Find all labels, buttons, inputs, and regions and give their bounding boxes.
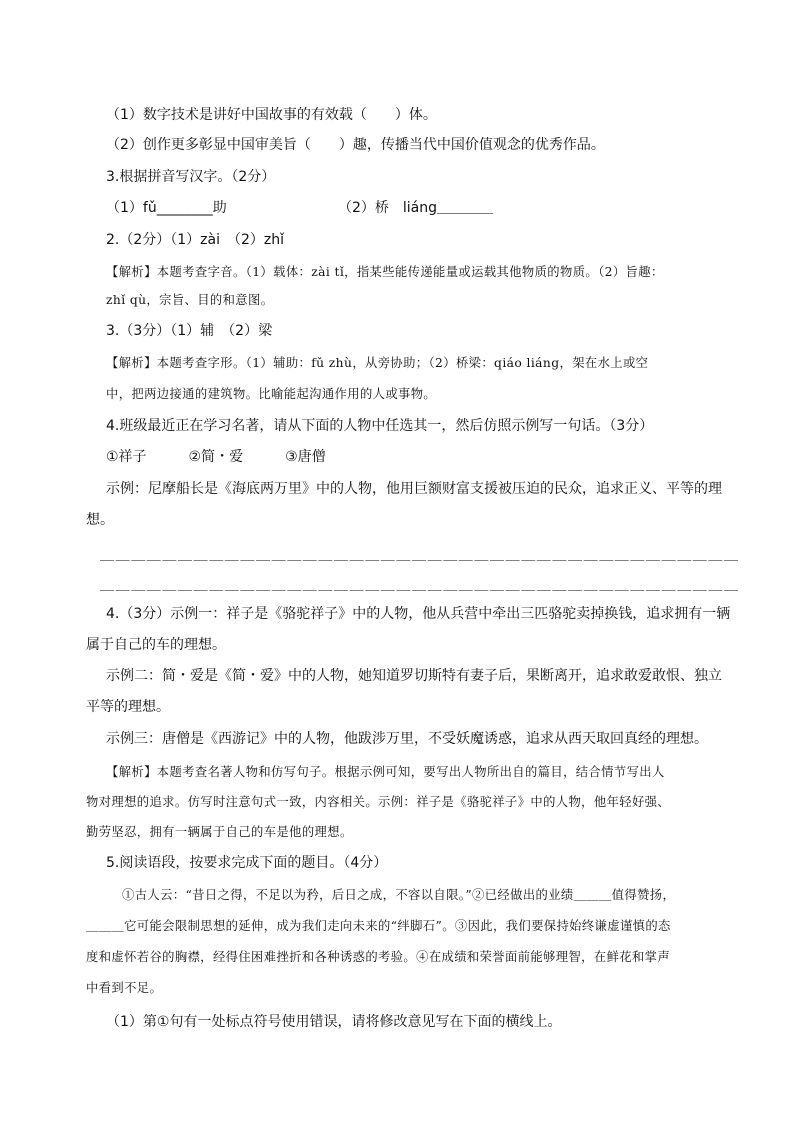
answer-3: 3.（3分）（1）辅 （2）梁 bbox=[106, 323, 273, 339]
question-3-heading: 3.根据拼音写汉字。（2分） bbox=[106, 169, 276, 185]
question-2-item-2: （2）创作更多彰显中国审美旨（ ）趣，传播当代中国价值观念的优秀作品。 bbox=[106, 137, 605, 153]
question-5-item-1: （1）第①句有一处标点符号使用错误，请将修改意见写在下面的横线上。 bbox=[106, 1014, 562, 1030]
answer-4-example-2-line-1: 示例二：简・爱是《简・爱》中的人物，她知道罗切斯特有妻子后，果断离开，追求敢爱敢恨、独立 bbox=[106, 668, 722, 684]
question-4-example-line-1: 示例：尼摩船长是《海底两万里》中的人物，他用巨额财富支援被压迫的民众，追求正义、平等的理 bbox=[106, 481, 722, 497]
answer-4-example-1-line-1: 4.（3分）示例一：祥子是《骆驼祥子》中的人物，他从兵营中牵出三匹骆驼卖掉换钱，追求拥有一辆 bbox=[106, 606, 731, 622]
analysis-2-line-2: zhǐ qù，宗旨、目的和意图。 bbox=[106, 293, 274, 307]
analysis-4-line-1: 【解析】本题考查名著人物和仿写句子。根据示例可知，要写出人物所出自的篇目，结合情节写出人 bbox=[106, 765, 665, 779]
question-4-heading: 4.班级最近正在学习名著，请从下面的人物中任选其一，然后仿照示例写一句话。（3分） bbox=[106, 418, 654, 434]
question-2-item-1: （1）数字技术是讲好中国故事的有效载（ ）体。 bbox=[106, 107, 437, 123]
answer-4-example-2-line-2: 平等的理想。 bbox=[86, 699, 170, 715]
analysis-4-line-2: 物对理想的追求。仿写时注意句式一致，内容相关。示例：祥子是《骆驼祥子》中的人物，他年轻好强、 bbox=[86, 795, 671, 809]
question-3-item-1: （1）fǔ________助 bbox=[106, 200, 227, 216]
analysis-4-line-3: 勤劳坚忍，拥有一辆属于自己的车是他的理想。 bbox=[86, 825, 353, 839]
passage-line-3: 度和虚怀若谷的胸襟，经得住困难挫折和各种诱惑的考验。④在成绩和荣誉面前能够理智，在鲜花和掌声 bbox=[86, 950, 671, 964]
answer-2: 2.（2分）（1）zài （2）zhǐ bbox=[106, 232, 285, 248]
question-5-heading: 5.阅读语段，按要求完成下面的题目。（4分） bbox=[106, 855, 388, 871]
analysis-3-line-2: 中，把两边接通的建筑物。比喻能起沟通作用的人或事物。 bbox=[106, 387, 437, 401]
question-4-options: ①祥子 ②简・爱 ③唐僧 bbox=[106, 449, 326, 465]
analysis-3-line-1: 【解析】本题考查字形。（1）辅助：fǔ zhù，从旁协助；（2）桥梁：qiáo liáng，架在水上或空 bbox=[106, 356, 649, 370]
question-3-item-2: （2）桥 liáng＿＿＿＿ bbox=[338, 200, 494, 216]
analysis-2-line-1: 【解析】本题考查字音。（1）载体：zài tǐ，指某些能传递能量或运载其他物质的物质。（2）旨趣： bbox=[106, 265, 664, 279]
answer-4-example-3: 示例三：唐僧是《西游记》中的人物，他跋涉万里，不受妖魔诱惑，追求从西天取回真经的理想。 bbox=[106, 731, 708, 747]
question-4-example-line-2: 想。 bbox=[86, 512, 114, 528]
passage-line-4: 中看到不足。 bbox=[86, 981, 163, 995]
answer-4-example-1-line-2: 属于自己的车的理想。 bbox=[86, 637, 226, 653]
answer-blank-line-2[interactable]: ＿＿＿＿＿＿＿＿＿＿＿＿＿＿＿＿＿＿＿＿＿＿＿＿＿＿＿＿＿＿＿＿＿＿＿＿＿＿＿＿＿ bbox=[100, 577, 740, 593]
passage-line-2: ＿＿＿它可能会限制思想的延伸，成为我们走向未来的“绊脚石”。③因此，我们要保持始终谦虚谨慎的态 bbox=[86, 919, 671, 933]
answer-blank-line-1[interactable]: ＿＿＿＿＿＿＿＿＿＿＿＿＿＿＿＿＿＿＿＿＿＿＿＿＿＿＿＿＿＿＿＿＿＿＿＿＿＿＿＿＿ bbox=[100, 547, 740, 563]
passage-line-1: ①古人云：“昔日之得，不足以为矜，后日之成，不容以自限。”②已经做出的业绩＿＿＿值得赞扬， bbox=[122, 888, 676, 902]
